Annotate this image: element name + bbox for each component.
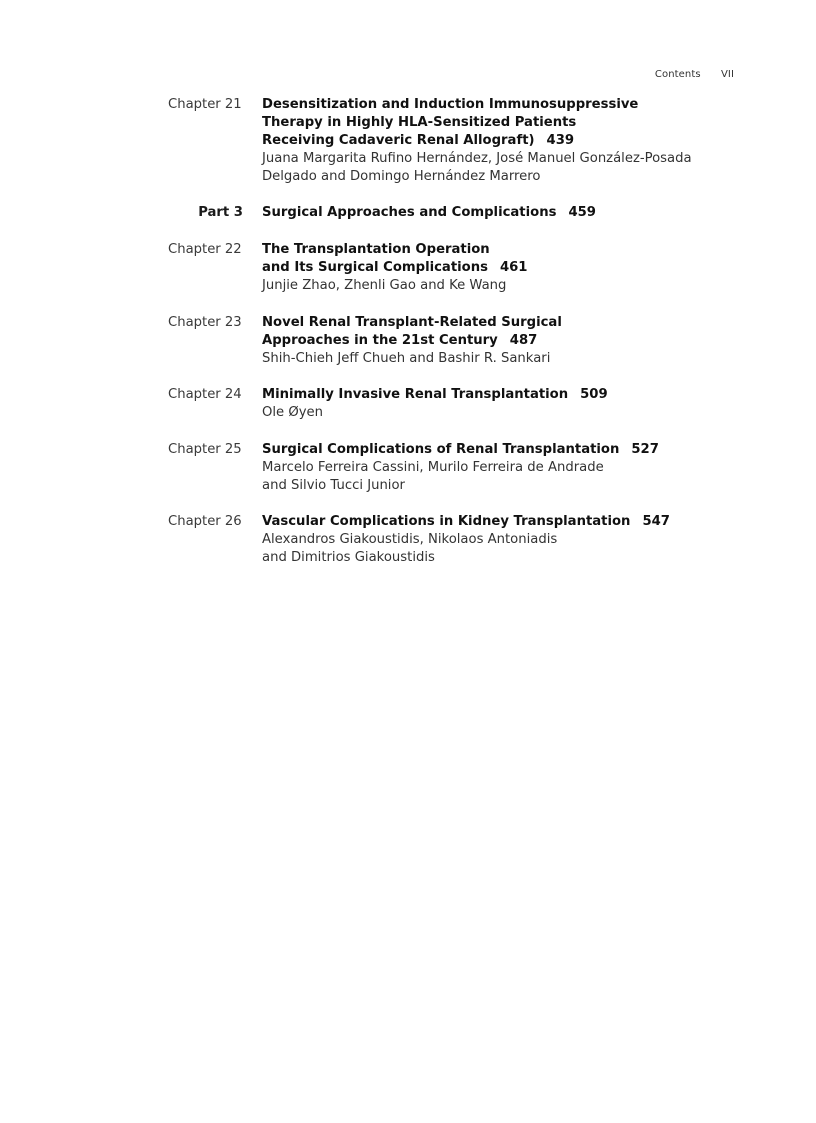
- toc-entry-authors-line: Juana Margarita Rufino Hernández, José Manuel González-Posada: [262, 151, 692, 166]
- toc-entry-label: Chapter 25: [168, 442, 242, 457]
- toc-entry-title-text: Receiving Cadaveric Renal Allograft): [262, 133, 535, 148]
- toc-entry-page-number: 487: [509, 333, 538, 348]
- running-head: [560, 69, 734, 80]
- running-head-page-number: VII: [720, 69, 734, 80]
- toc-entry-page-number: 439: [546, 133, 575, 148]
- toc-entry-title-text: Vascular Complications in Kidney Transplantation: [262, 514, 631, 529]
- toc-entry-title-text: Minimally Invasive Renal Transplantation: [262, 387, 569, 402]
- toc-part-label: Part 3: [198, 205, 243, 220]
- toc-entry-authors-line: and Silvio Tucci Junior: [262, 478, 405, 493]
- toc-entry-authors-line: Alexandros Giakoustidis, Nikolaos Antoniadis: [262, 532, 558, 547]
- toc-entry-title-line: The Transplantation Operation: [262, 242, 490, 257]
- toc-entry-authors-line: Marcelo Ferreira Cassini, Murilo Ferreira de Andrade: [262, 460, 604, 475]
- toc-entry-title-text: and Its Surgical Complications: [262, 260, 488, 275]
- toc-entry-label: Chapter 21: [168, 97, 242, 112]
- toc-entry-title-text: Surgical Complications of Renal Transplantation: [262, 442, 620, 457]
- toc-entry-authors-line: Ole Øyen: [262, 405, 324, 420]
- toc-entry-page-number: 461: [499, 260, 528, 275]
- toc-entry-label: Chapter 24: [168, 387, 242, 402]
- toc-entry-label: Chapter 22: [168, 242, 242, 257]
- toc-entry-authors-line: Delgado and Domingo Hernández Marrero: [262, 169, 541, 184]
- toc-entry-label: Chapter 26: [168, 514, 242, 529]
- toc-entry-title-line: Therapy in Highly HLA-Sensitized Patients: [262, 115, 577, 130]
- toc-entry-page-number: 547: [642, 514, 670, 529]
- toc-entry-authors-line: Shih-Chieh Jeff Chueh and Bashir R. Sankari: [262, 351, 551, 366]
- toc-entry-title-last-line: [262, 441, 742, 459]
- toc-entry-page-number: 527: [631, 442, 659, 457]
- toc-entry-title-last-line: [262, 386, 742, 404]
- toc-entry-title-last-line: [262, 132, 742, 150]
- toc-entry-title-text: Approaches in the 21st Century: [262, 333, 498, 348]
- toc-part-title-line: [262, 204, 742, 222]
- toc-entry-authors-line: and Dimitrios Giakoustidis: [262, 550, 435, 565]
- toc-part-title-text: Surgical Approaches and Complications: [262, 205, 557, 220]
- toc-entry-title-line: Desensitization and Induction Immunosuppressive: [262, 97, 639, 112]
- toc-entry-title-line: Novel Renal Transplant-Related Surgical: [262, 315, 562, 330]
- toc-entry-title-last-line: [262, 332, 742, 350]
- toc-entry-title-last-line: [262, 513, 742, 531]
- toc-entry-label: Chapter 23: [168, 315, 242, 330]
- toc-entry-authors-line: Junjie Zhao, Zhenli Gao and Ke Wang: [262, 278, 507, 293]
- toc-entry-title-last-line: [262, 259, 742, 277]
- running-head-section: Contents: [654, 69, 701, 80]
- toc-entry-page-number: 509: [580, 387, 608, 402]
- toc-entry-page-number: 459: [568, 205, 596, 220]
